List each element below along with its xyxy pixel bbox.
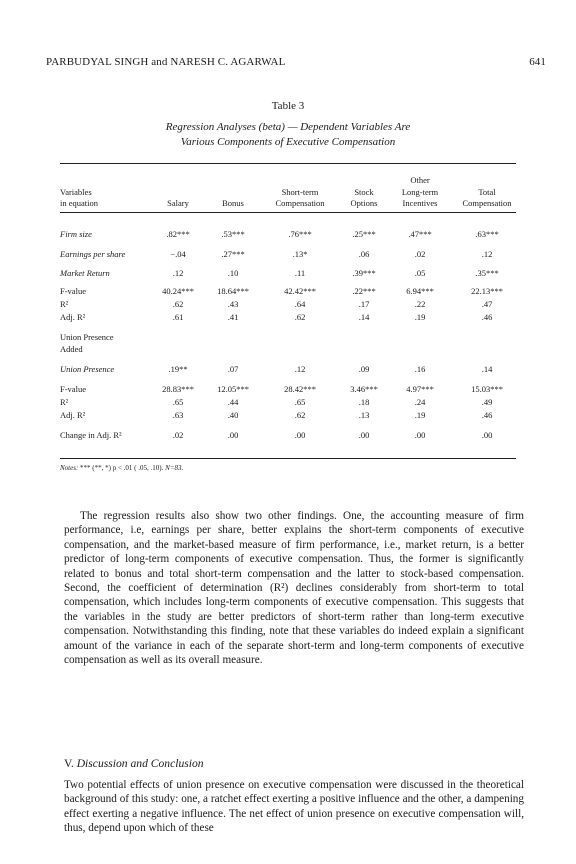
row-label: Added xyxy=(60,344,83,354)
table-row xyxy=(60,383,516,395)
table-cell: .00 xyxy=(294,430,306,440)
table-cell: .17 xyxy=(358,299,370,309)
table-cell: .35*** xyxy=(475,268,499,278)
notes-label: Notes: xyxy=(60,464,79,472)
column-header-4-line3: Options xyxy=(350,198,378,208)
table-row xyxy=(60,343,516,355)
row-label: Adj. R² xyxy=(60,410,86,420)
table-cell: .13 xyxy=(358,410,370,420)
table-cell: .10 xyxy=(227,268,239,278)
notes-significance: *** (**, *) p < .01 ( .05, .10). xyxy=(80,464,164,472)
table-cell: .62 xyxy=(172,299,184,309)
table-title-line-1: Regression Analyses (beta) — Dependent Variables Are xyxy=(165,121,411,133)
row-label: R² xyxy=(60,397,69,407)
table-cell: 6.94*** xyxy=(406,286,434,296)
table-cell: 4.97*** xyxy=(406,384,434,394)
table-row xyxy=(60,298,516,310)
column-header-5-line1: Other xyxy=(410,175,430,185)
table-cell: .05 xyxy=(414,268,426,278)
table-title-line-2: Various Components of Executive Compensation xyxy=(180,136,396,148)
row-label: F-value xyxy=(60,286,86,296)
table-cell: .07 xyxy=(227,364,239,374)
table-cell: .47*** xyxy=(408,229,432,239)
table-row xyxy=(60,248,516,260)
row-label: Union Presence xyxy=(60,332,114,342)
table-cell: .82*** xyxy=(166,229,190,239)
table-cell: .61 xyxy=(172,312,184,322)
table-cell: .44 xyxy=(227,397,239,407)
table-cell: .62 xyxy=(294,312,306,322)
table-cell: .14 xyxy=(358,312,370,322)
table-title xyxy=(0,120,576,150)
table-cell: .65 xyxy=(294,397,306,407)
table-cell: .47 xyxy=(481,299,493,309)
section-title: Discussion and Conclusion xyxy=(76,757,204,770)
table-cell: .14 xyxy=(481,364,493,374)
column-header-1-line3: Salary xyxy=(167,198,189,208)
section-heading xyxy=(64,757,204,770)
table-row xyxy=(60,331,516,343)
table-cell: 3.46*** xyxy=(350,384,378,394)
table-cell: .62 xyxy=(294,410,306,420)
table-notes xyxy=(60,464,183,472)
table-cell: .39*** xyxy=(352,268,376,278)
table-cell: .02 xyxy=(414,249,426,259)
column-header-4-line2: Stock xyxy=(354,187,374,197)
table-cell: .76*** xyxy=(288,229,312,239)
table-cell: .16 xyxy=(414,364,426,374)
table-cell: .02 xyxy=(172,430,184,440)
table-cell: .00 xyxy=(481,430,493,440)
table-bottom-rule xyxy=(60,458,516,459)
table-cell: .63 xyxy=(172,410,184,420)
table-header-rule xyxy=(60,212,516,213)
table-cell: .25*** xyxy=(352,229,376,239)
table-top-rule xyxy=(60,163,516,164)
row-label: R² xyxy=(60,299,69,309)
table-cell: .22 xyxy=(414,299,426,309)
table-cell: 42.42*** xyxy=(284,286,316,296)
column-header-2-line3: Bonus xyxy=(222,198,244,208)
table-cell: .19 xyxy=(414,410,426,420)
table-row xyxy=(60,409,516,421)
table-cell: .09 xyxy=(358,364,370,374)
table-number: Table 3 xyxy=(271,100,305,112)
table-cell: .12 xyxy=(172,268,184,278)
table-cell: .63*** xyxy=(475,229,499,239)
table-row xyxy=(60,228,516,240)
paragraph-discussion: Two potential effects of union presence on executive compensation were discussed in the theoretical background of this study: one, a ratchet effect exerting a positive influence and the other, a dampening effect exerting a negative influence. The net effect of union presence on executive compensation will, thus, depend upon which of these xyxy=(64,779,524,835)
table-row xyxy=(60,396,516,408)
table-cell: .12 xyxy=(294,364,306,374)
table-cell: .18 xyxy=(358,397,370,407)
header-variables-line-1: Variables xyxy=(60,187,92,197)
table-cell: 40.24*** xyxy=(162,286,194,296)
table-row xyxy=(60,429,516,441)
table-cell: .46 xyxy=(481,312,493,322)
table-cell: 22.13*** xyxy=(471,286,503,296)
column-header-5-line3: Incentives xyxy=(402,198,438,208)
table-cell: .00 xyxy=(227,430,239,440)
table-cell: 12.05*** xyxy=(217,384,249,394)
table-cell: .00 xyxy=(358,430,370,440)
table-cell: .00 xyxy=(414,430,426,440)
page-number: 641 xyxy=(529,56,546,68)
table-cell: 28.42*** xyxy=(284,384,316,394)
row-label: Change in Adj. R² xyxy=(60,430,122,440)
column-header-3-line3: Compensation xyxy=(275,198,325,208)
table-cell: .64 xyxy=(294,299,306,309)
running-header-authors: PARBUDYAL SINGH and NARESH C. AGARWAL xyxy=(46,56,286,68)
column-header-6-line3: Compensation xyxy=(462,198,512,208)
notes-sample-size: N=83. xyxy=(165,464,184,472)
table-cell: 28.83*** xyxy=(162,384,194,394)
table-cell: .65 xyxy=(172,397,184,407)
table-row xyxy=(60,311,516,323)
table-row xyxy=(60,363,516,375)
table-cell: .11 xyxy=(294,268,306,278)
section-number: V. xyxy=(64,757,74,770)
column-header-6-line2: Total xyxy=(478,187,496,197)
table-cell: .40 xyxy=(227,410,239,420)
row-label: Adj. R² xyxy=(60,312,86,322)
table-row xyxy=(60,267,516,279)
table-cell: .12 xyxy=(481,249,493,259)
table-cell: .46 xyxy=(481,410,493,420)
table-cell: .19 xyxy=(414,312,426,322)
row-label: Union Presence xyxy=(60,364,115,374)
table-cell: .53*** xyxy=(221,229,245,239)
row-label: Firm size xyxy=(60,229,92,239)
table-cell: .24 xyxy=(414,397,426,407)
table-cell: 18.64*** xyxy=(217,286,249,296)
table-cell: .43 xyxy=(227,299,239,309)
row-label: F-value xyxy=(60,384,86,394)
column-header-5-line2: Long-term xyxy=(401,187,439,197)
table-cell: −.04 xyxy=(170,249,186,259)
table-cell: 15.03*** xyxy=(471,384,503,394)
row-label: Market Return xyxy=(60,268,110,278)
table-cell: .27*** xyxy=(221,249,245,259)
table-cell: .22*** xyxy=(352,286,376,296)
running-header xyxy=(46,56,546,72)
paragraph-findings: The regression results also show two other findings. One, the accounting measure of firm performance, i.e, earnings per share, better explains the short-term components of executive compensation, and the market-based measure of firm performance, i.e., market return, is a better predictor of long-term components of executive compensation. Thus, the former is significantly related to bonus and total short-term compensation and the latter to stock-based compensation. Second, the coefficient of determination (R²) declines considerably from short-term to total compensation, which includes long-term components of executive compensation. This suggests that the variables in the study are better predictors of short-term rather than long-term executive compensation. Notwithstanding this finding, note that these variables do indeed explain a significant amount of the variance in each of the separate short-term and long-term components of executive compensation as well as its overall measure. xyxy=(64,510,524,667)
table-cell: .06 xyxy=(358,249,370,259)
table-row xyxy=(60,285,516,297)
table-cell: .19** xyxy=(168,364,188,374)
table-cell: .13* xyxy=(292,249,308,259)
column-header-3-line2: Short-term xyxy=(281,187,319,197)
header-variables-line-2: in equation xyxy=(60,198,99,208)
table-cell: .49 xyxy=(481,397,493,407)
table-cell: .41 xyxy=(227,312,239,322)
row-label: Earnings per share xyxy=(60,249,126,259)
